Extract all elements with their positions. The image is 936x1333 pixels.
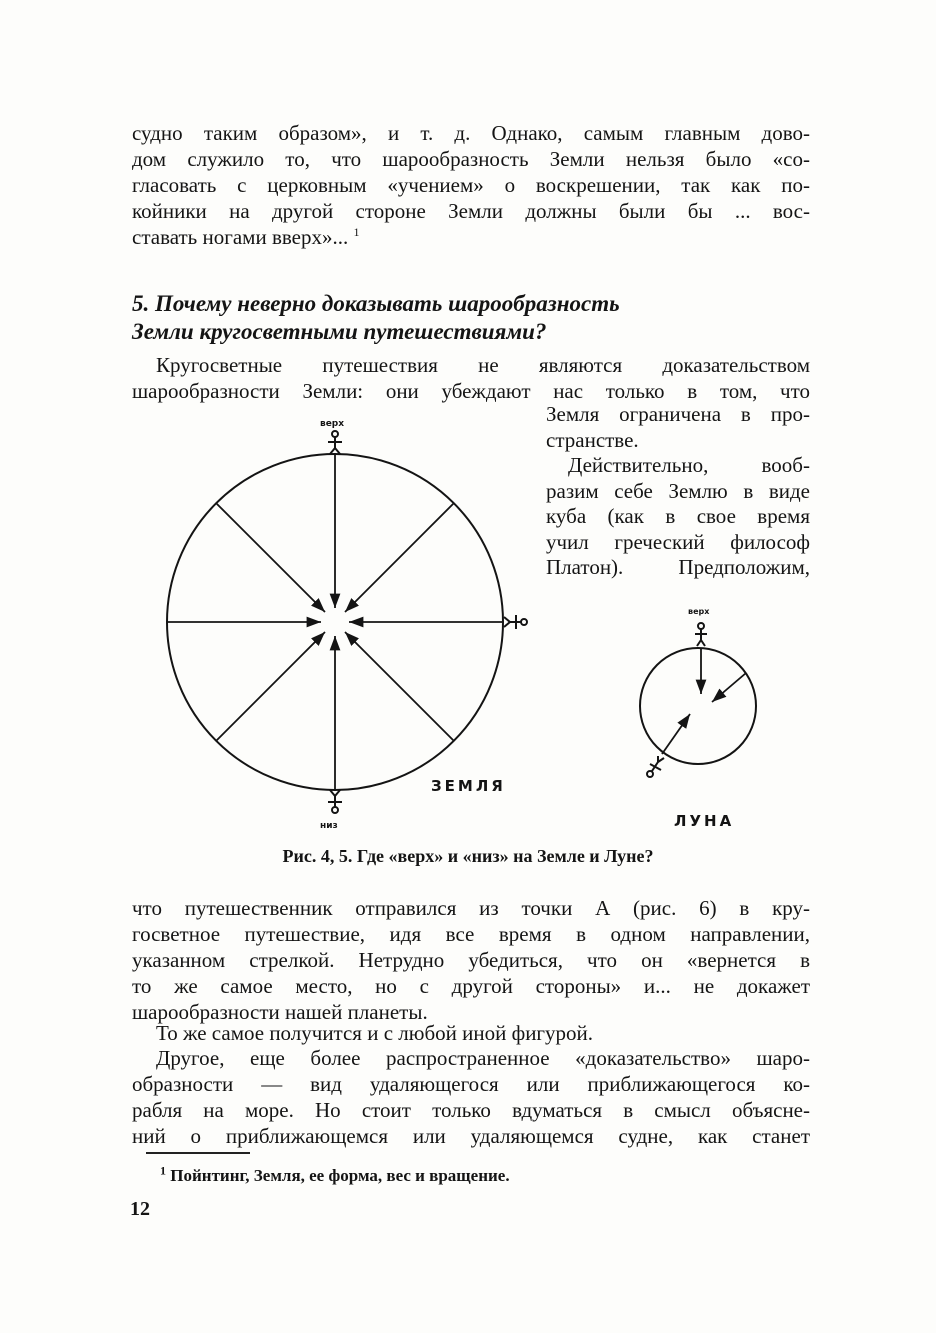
footnote-text: Пойнтинг, Земля, ее форма, вес и вращение. — [170, 1166, 510, 1185]
person-bottom-icon — [328, 790, 342, 813]
body-paragraph — [132, 895, 810, 1025]
text-line: странстве. — [546, 427, 639, 452]
earth-arrow-top-left — [216, 503, 325, 612]
text-line: учил греческий философ — [546, 529, 810, 554]
text-line: куба (как в свое время — [546, 504, 810, 528]
earth-arrow-bottom-left — [216, 632, 325, 741]
text-line: госветное путешествие, идя все время в одном направлении, — [132, 922, 810, 946]
text-line: судно таким образом», и т. д. Однако, самым главным дово- — [132, 121, 810, 145]
text-line: ний о приближающемся или удаляющемся судне, как станет — [132, 1124, 810, 1148]
text-line: Кругосветные путешествия не являются доказательством — [156, 353, 810, 377]
page-number: 12 — [130, 1198, 150, 1220]
footnote-mark: 1 — [160, 1163, 166, 1178]
moon-person-top-icon — [695, 623, 707, 646]
heading-line-1: 5. Почему неверно доказывать шарообразность — [132, 291, 620, 316]
text-fragment: ставать ногами вверх»... — [132, 225, 349, 249]
text-line: дом служило то, что шарообразность Земли нельзя было «со- — [132, 147, 810, 171]
section-heading — [132, 290, 812, 346]
moon-arrow-right — [712, 673, 746, 702]
text-line-last — [132, 224, 810, 250]
person-top-icon — [328, 431, 342, 454]
text-line: Земля ограничена в про- — [546, 402, 810, 426]
other-paragraph — [132, 1045, 810, 1149]
moon-person-bottom-icon — [647, 756, 664, 777]
same-paragraph — [132, 1020, 810, 1046]
earth-down-label: низ — [320, 821, 338, 831]
heading-line-2: Земли кругосветными путешествиями? — [132, 319, 547, 344]
text-line: Действительно, вооб- — [568, 453, 810, 477]
earth-up-label: верх — [320, 419, 345, 429]
text-line: гласовать с церковным «учением» о воскрешении, так как по- — [132, 173, 810, 197]
footnote — [160, 1163, 510, 1186]
text-line: шарообразности Земли: они убеждают нас только в том, что — [132, 379, 810, 403]
footnote-ref: 1 — [353, 225, 360, 239]
text-line: Другое, еще более распространенное «доказательство» шаро- — [156, 1046, 810, 1070]
text-line: койники на другой стороне Земли должны были бы ... вос- — [132, 199, 810, 223]
moon-circle — [640, 648, 756, 764]
intro-paragraph — [132, 352, 810, 404]
earth-moon-figure — [150, 408, 790, 838]
text-line: указанном стрелкой. Нетрудно убедиться, что он «вернется в — [132, 948, 810, 972]
moon-arrow-bottom-left — [662, 714, 690, 754]
text-line: Платон). Предположим, — [546, 555, 810, 579]
top-paragraph — [132, 120, 810, 250]
text-line: образности — вид удаляющегося или приближающегося ко- — [132, 1072, 810, 1096]
earth-arrow-bottom-right — [345, 632, 454, 741]
text-line: то же самое место, но с другой стороны» и... не докажет — [132, 974, 810, 998]
earth-diagram — [167, 419, 527, 831]
text-line: что путешественник отправился из точки А (рис. 6) в кру- — [132, 896, 810, 920]
earth-arrow-top-right — [345, 503, 454, 612]
footnote-divider — [146, 1152, 250, 1154]
text-line: рабля на море. Но стоит только вдуматься в смысл объяснe- — [132, 1098, 810, 1122]
person-right-icon — [504, 615, 527, 629]
text-line-last: шарообразности нашей планеты. — [132, 1000, 428, 1024]
moon-diagram — [640, 607, 756, 777]
figure-caption: Рис. 4, 5. Где «верх» и «низ» на Земле и Луне? — [282, 846, 654, 866]
text-line: То же самое получится и с любой иной фигурой. — [156, 1021, 594, 1045]
earth-label: ЗЕМЛЯ — [431, 777, 506, 795]
text-line: разим себе Землю в виде — [546, 478, 810, 503]
moon-up-label: верх — [688, 607, 710, 616]
moon-label: ЛУНА — [674, 812, 735, 830]
